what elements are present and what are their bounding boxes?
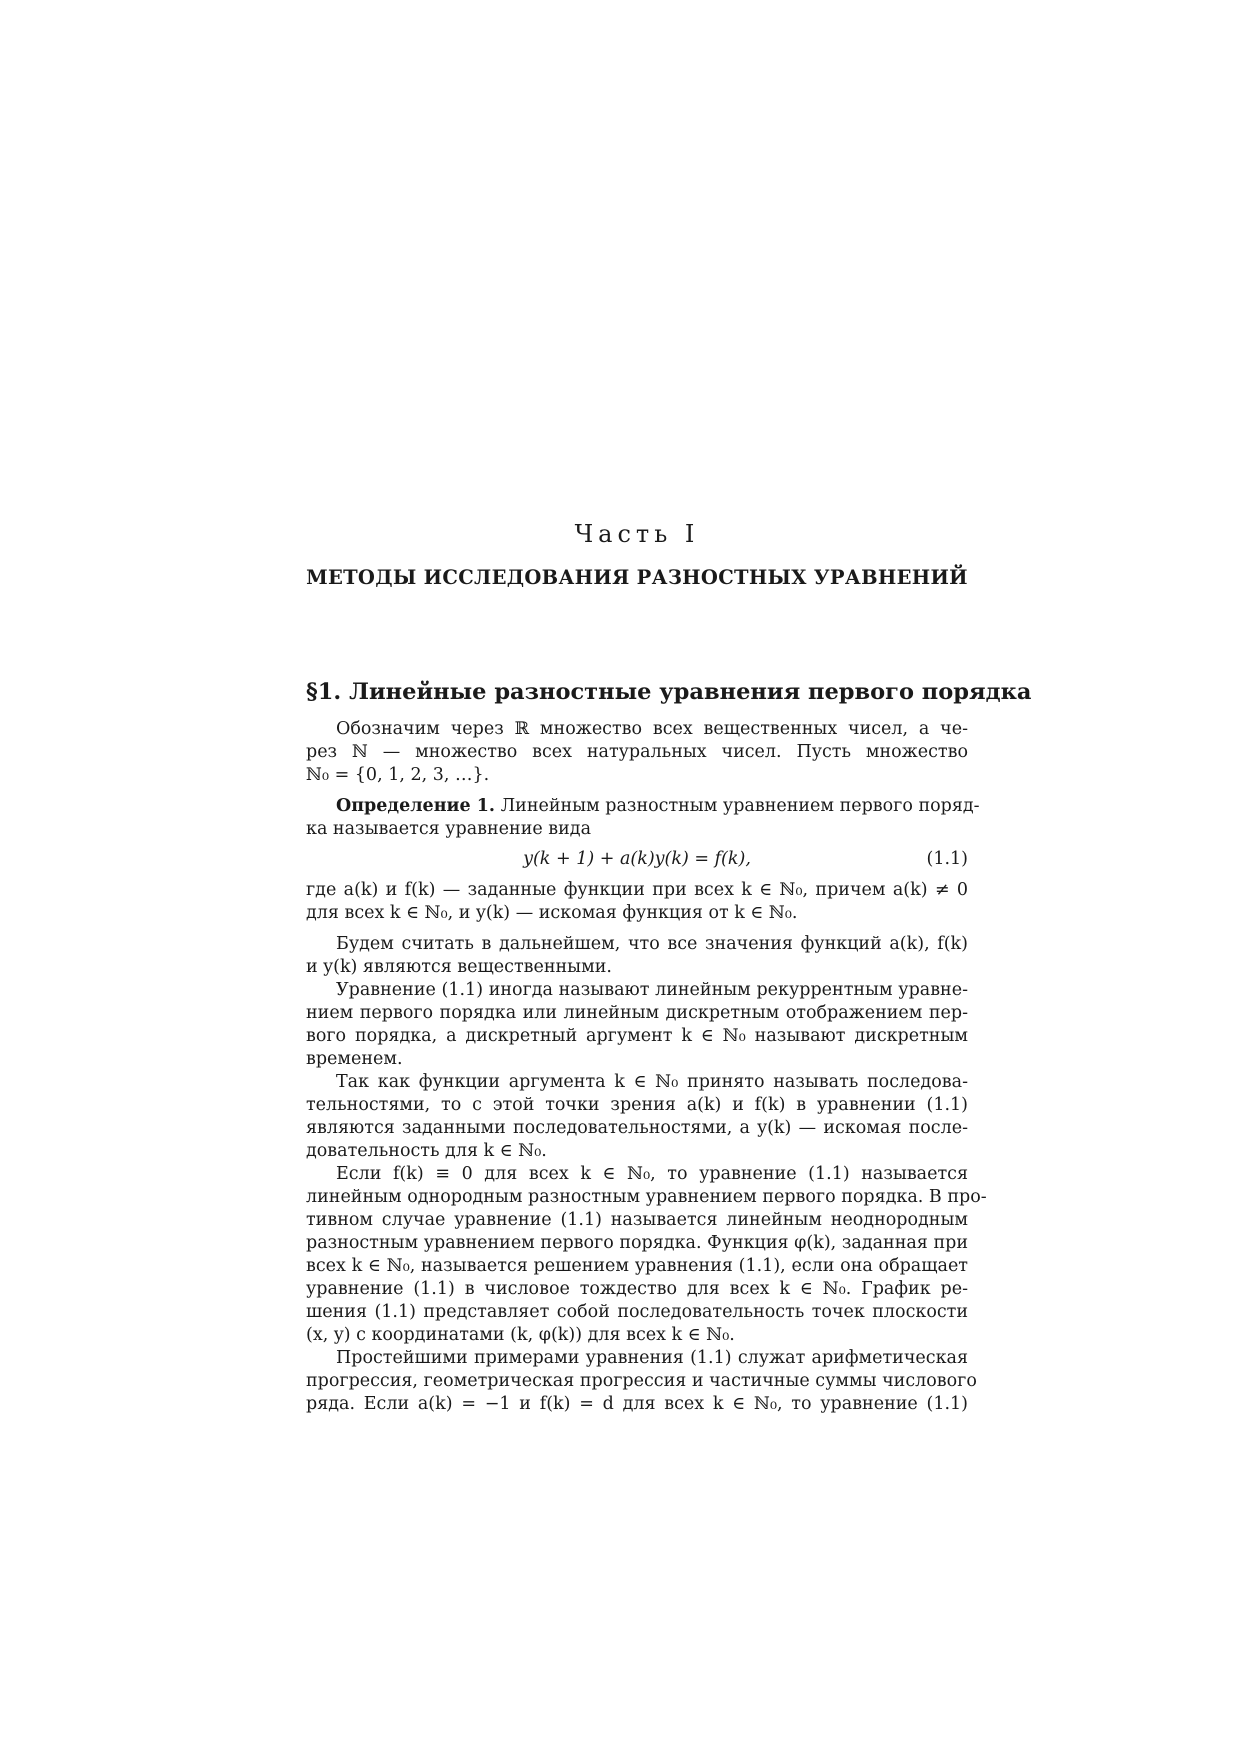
text-line: всех k ∈ ℕ₀, называется решением уравнения (1.1), если она обращает [306, 1256, 968, 1276]
text-line: ка называется уравнение вида [306, 819, 592, 839]
equation [306, 848, 968, 871]
text-line: разностным уравнением первого порядка. Функция φ(k), заданная при [306, 1233, 968, 1253]
text-line: (x, y) с координатами (k, φ(k)) для всех k ∈ ℕ₀. [306, 1325, 735, 1345]
definition-text: Линейным разностным уравнением первого поряд- [500, 796, 980, 816]
text-line: Обозначим через ℝ множество всех вещественных чисел, а че- [336, 719, 968, 739]
text-line: Так как функции аргумента k ∈ ℕ₀ принято называть последова- [336, 1072, 968, 1092]
definition-line [306, 795, 980, 818]
section-title: §1. Линейные разностные уравнения первого порядка [306, 679, 1032, 705]
text-line: довательность для k ∈ ℕ₀. [306, 1141, 547, 1161]
text-line: вого порядка, а дискретный аргумент k ∈ ℕ₀ называют дискретным [306, 1026, 968, 1046]
text-line: Уравнение (1.1) иногда называют линейным рекуррентным уравне- [336, 980, 968, 1000]
text-line: прогрессия, геометрическая прогрессия и частичные суммы числового [306, 1371, 977, 1391]
text-line: шения (1.1) представляет собой последовательность точек плоскости [306, 1302, 968, 1322]
text-line: уравнение (1.1) в числовое тождество для всех k ∈ ℕ₀. График ре- [306, 1279, 968, 1299]
text-line: линейным однородным разностным уравнением первого порядка. В про- [306, 1187, 987, 1207]
body-text [306, 718, 987, 1416]
text-line: ℕ₀ = {0, 1, 2, 3, …}. [306, 765, 490, 785]
text-line: нием первого порядка или линейным дискретным отображением пер- [306, 1003, 968, 1023]
text-line: Будем считать в дальнейшем, что все значения функций a(k), f(k) [336, 934, 968, 954]
text-line: рез ℕ — множество всех натуральных чисел. Пусть множество [306, 742, 968, 762]
text-line: тивном случае уравнение (1.1) называется линейным неоднородным [306, 1210, 968, 1230]
text-line: для всех k ∈ ℕ₀, и y(k) — искомая функция от k ∈ ℕ₀. [306, 903, 798, 923]
equation-number: (1.1) [926, 849, 968, 869]
part-title: МЕТОДЫ ИССЛЕДОВАНИЯ РАЗНОСТНЫХ УРАВНЕНИЙ [306, 566, 968, 589]
part-label: Часть I [574, 520, 700, 548]
text-line: и y(k) являются вещественными. [306, 957, 612, 977]
text-line: Если f(k) ≡ 0 для всех k ∈ ℕ₀, то уравнение (1.1) называется [336, 1164, 968, 1184]
equation-formula: y(k + 1) + a(k)y(k) = f(k), [523, 849, 751, 869]
text-line: являются заданными последовательностями, а y(k) — искомая после- [306, 1118, 968, 1138]
text-line: временем. [306, 1049, 403, 1069]
text-line: ряда. Если a(k) = −1 и f(k) = d для всех k ∈ ℕ₀, то уравнение (1.1) [306, 1394, 968, 1414]
definition-label: Определение 1. [336, 796, 495, 816]
text-line: тельностями, то с этой точки зрения a(k) и f(k) в уравнении (1.1) [306, 1095, 968, 1115]
text-line: Простейшими примерами уравнения (1.1) служат арифметическая [336, 1348, 968, 1368]
text-line: где a(k) и f(k) — заданные функции при всех k ∈ ℕ₀, причем a(k) ≠ 0 [306, 880, 968, 900]
